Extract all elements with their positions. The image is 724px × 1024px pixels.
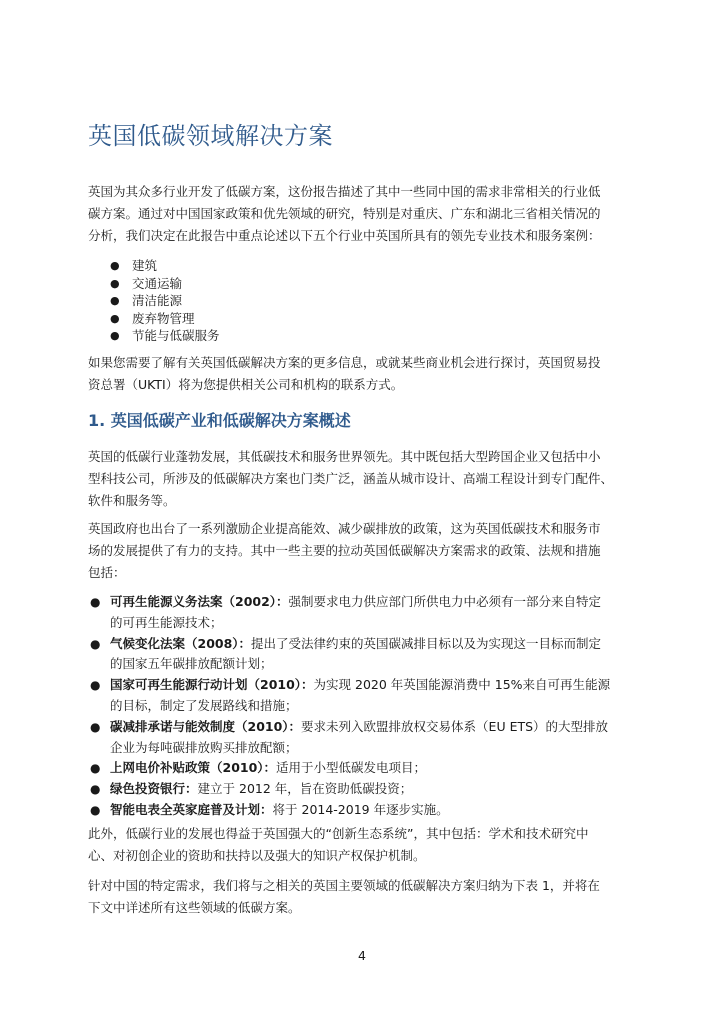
summary-line: 下文中详述所有这些领域的低碳方案。 [88, 900, 301, 915]
policy-name: 气候变化法案（2008）： [110, 635, 252, 651]
industry-line: 软件和服务等。 [88, 493, 176, 508]
policy-item [88, 634, 648, 676]
policy-item [88, 779, 648, 800]
policy-item [88, 592, 648, 634]
bullet-icon: ● [110, 311, 120, 325]
intro-line: 英国为其众多行业开发了低碳方案，这份报告描述了其中一些同中国的需求非常相关的行业低 [88, 184, 601, 199]
policy-desc: 的可再生能源技术； [110, 614, 223, 630]
sector-item: ● 建筑 [110, 258, 158, 273]
bullet-icon: ● [90, 595, 101, 609]
policy-name: 智能电表全英家庭普及计划： [110, 801, 273, 817]
sector-item: ● 交通运输 [110, 275, 183, 291]
industry-line: 型科技公司，所涉及的低碳解决方案也门类广泛，涵盖从城市设计、高端工程设计到专门配件、 [88, 471, 614, 486]
bullet-icon: ● [90, 678, 101, 693]
bullet-icon: ● [110, 276, 120, 290]
sector-item: ● 清洁能源 [110, 293, 183, 308]
policy-desc: 企业为每吨碳排放购买排放配额； [110, 739, 298, 755]
policy-intro-paragraph [88, 518, 648, 584]
sector-item: ● 废弃物管理 [110, 310, 195, 326]
summary-paragraph [88, 875, 648, 919]
policy-item [88, 675, 648, 717]
contact-line: 如果您需要了解有关英国低碳解决方案的更多信息，或就某些商业机会进行探讨，英国贸易投 [88, 355, 601, 370]
policy-list [88, 592, 648, 821]
section-heading: 1. 英国低碳产业和低碳解决方案概述 [88, 411, 351, 430]
policy-desc: 的国家五年碳排放配额计划； [110, 656, 273, 672]
policy-intro-line: 场的发展提供了有力的支持。其中一些主要的拉动英国低碳解决方案需求的政策、法规和措施 [88, 543, 601, 558]
contact-paragraph [88, 352, 648, 396]
sector-item: ● 节能与低碳服务 [110, 328, 220, 343]
policy-name: 可再生能源义务法案（2002）： [110, 594, 289, 609]
policy-desc: 将于 2014-2019 年逐步实施。 [272, 801, 449, 817]
policy-desc: 建立于 2012 年，旨在资助低碳投资； [197, 781, 413, 797]
bullet-icon: ● [90, 636, 101, 651]
ecosystem-paragraph [88, 823, 648, 867]
policy-name: 国家可再生能源行动计划（2010）： [110, 677, 314, 693]
bullet-icon: ● [110, 294, 120, 307]
policy-desc: 提出了受法律约束的英国碳减排目标以及为实现这一目标而制定 [251, 635, 602, 651]
policy-desc: 强制要求电力供应部门所供电力中必须有一部分来自特定 [288, 594, 602, 609]
intro-line: 分析，我们决定在此报告中重点论述以下五个行业中英国所具有的领先专业技术和服务案例： [88, 228, 601, 243]
intro-line: 碳方案。通过对中国国家政策和优先领域的研究，特别是对重庆、广东和湖北三省相关情况的 [88, 206, 601, 221]
contact-line: 资总署（UKTI）将为您提供相关公司和机构的联系方式。 [88, 377, 404, 392]
policy-name: 绿色投资银行： [110, 781, 198, 797]
policy-item [88, 717, 648, 759]
page-number: 4 [358, 948, 366, 963]
policy-item [88, 800, 648, 821]
bullet-icon: ● [110, 329, 120, 342]
policy-intro-line: 包括： [88, 565, 126, 580]
summary-line: 针对中国的特定需求，我们将与之相关的英国主要领域的低碳解决方案归纳为下表 1，并将在 [88, 878, 600, 893]
intro-paragraph [88, 181, 648, 247]
policy-desc: 为实现 2020 年英国能源消费中 15%来自可再生能源 [313, 677, 611, 693]
policy-desc: 要求未列入欧盟排放权交易体系（EU ETS）的大型排放 [301, 718, 609, 734]
policy-item [88, 758, 648, 779]
ecosystem-line: 此外，低碳行业的发展也得益于英国强大的“创新生态系统”，其中包括：学术和技术研究中 [88, 826, 589, 841]
policy-desc: 适用于小型低碳发电项目； [276, 760, 427, 776]
industry-line: 英国的低碳行业蓬勃发展，其低碳技术和服务世界领先。其中既包括大型跨国企业又包括中小 [88, 449, 601, 464]
policy-name: 碳减排承诺与能效制度（2010）： [110, 718, 302, 734]
bullet-icon: ● [110, 259, 120, 272]
sector-list [88, 257, 220, 345]
policy-intro-line: 英国政府也出台了一系列激励企业提高能效、减少碳排放的政策，这为英国低碳技术和服务市 [88, 521, 601, 536]
ecosystem-line: 心、对初创企业的资助和扶持以及强大的知识产权保护机制。 [88, 848, 426, 863]
bullet-icon: ● [90, 782, 101, 797]
bullet-icon: ● [90, 761, 101, 776]
policy-desc: 的目标，制定了发展路线和措施； [110, 697, 298, 713]
bullet-icon: ● [90, 719, 101, 734]
bullet-icon: ● [90, 802, 101, 817]
industry-paragraph [88, 446, 648, 512]
policy-name: 上网电价补贴政策（2010）： [110, 760, 277, 776]
page-title: 英国低碳领域解决方案 [88, 122, 333, 150]
